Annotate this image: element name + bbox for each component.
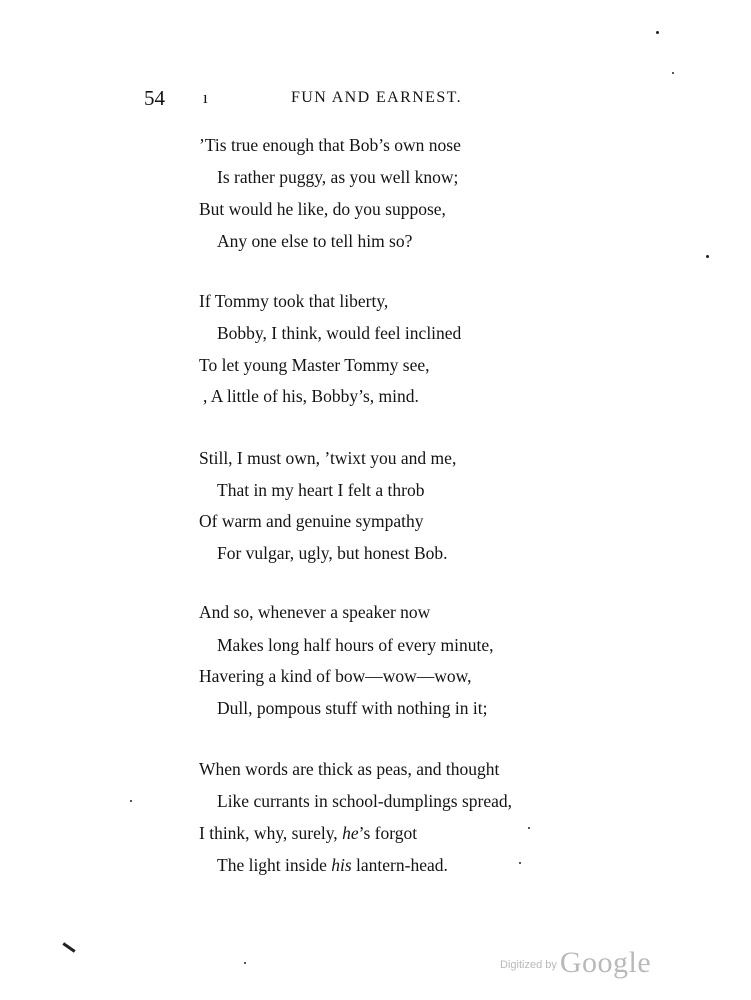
stanza-5-line-1: When words are thick as peas, and thought [199,759,500,779]
scan-speck [656,31,659,34]
stanza-3-line-3: Of warm and genuine sympathy [199,511,424,531]
scan-speck [244,962,246,964]
scan-speck [672,72,674,74]
header-mark: ı [203,88,208,107]
google-watermark [500,946,651,980]
italic-he: he [342,823,359,843]
running-title: FUN AND EARNEST. [291,89,463,106]
scan-speck [706,255,709,258]
scan-speck [519,862,521,864]
stanza-5-line-3 [199,825,417,843]
page-number: 54 [144,86,165,110]
stanza-2-line-2: Bobby, I think, would feel inclined [217,323,462,343]
stanza-3-line-4: For vulgar, ugly, but honest Bob. [217,543,448,563]
stanza-4-line-1: And so, whenever a speaker now [199,602,431,622]
stanza-5-line-2: Like currants in school-dumplings spread, [217,791,513,811]
stanza-4-line-2: Makes long half hours of every minute, [217,635,494,655]
stanza-1-line-4: Any one else to tell him so? [217,231,413,251]
stanza-5-line-3-end: ’s forgot [358,823,418,843]
stanza-2-line-1: If Tommy took that liberty, [199,291,389,311]
scan-speck [528,827,530,829]
stanza-5-line-4-end: lantern-head. [351,855,448,875]
stanza-3-line-2: That in my heart I felt a throb [217,480,425,500]
stanza-5-line-4 [217,857,448,875]
stanza-1-line-3: But would he like, do you suppose, [199,199,446,219]
stanza-3-line-1: Still, I must own, ’twixt you and me, [199,448,457,468]
stanza-5-line-3-text: I think, why, surely, [199,823,343,843]
italic-his: his [331,855,352,875]
watermark-prefix: Digitized by [500,959,557,971]
stanza-1-line-2: Is rather puggy, as you well know; [217,167,459,187]
stanza-5-line-4-text: The light inside [217,855,332,875]
google-logo: Google [559,946,652,979]
stanza-4-line-4: Dull, pompous stuff with nothing in it; [217,698,488,718]
stanza-4-line-3: Havering a kind of bow—wow—wow, [199,666,472,686]
stanza-2-line-3: To let young Master Tommy see, [199,355,430,375]
stanza-1-line-1: ’Tis true enough that Bob’s own nose [199,135,461,155]
stanza-2-line-4: , A little of his, Bobby’s, mind. [203,386,419,406]
scan-speck [130,800,132,802]
